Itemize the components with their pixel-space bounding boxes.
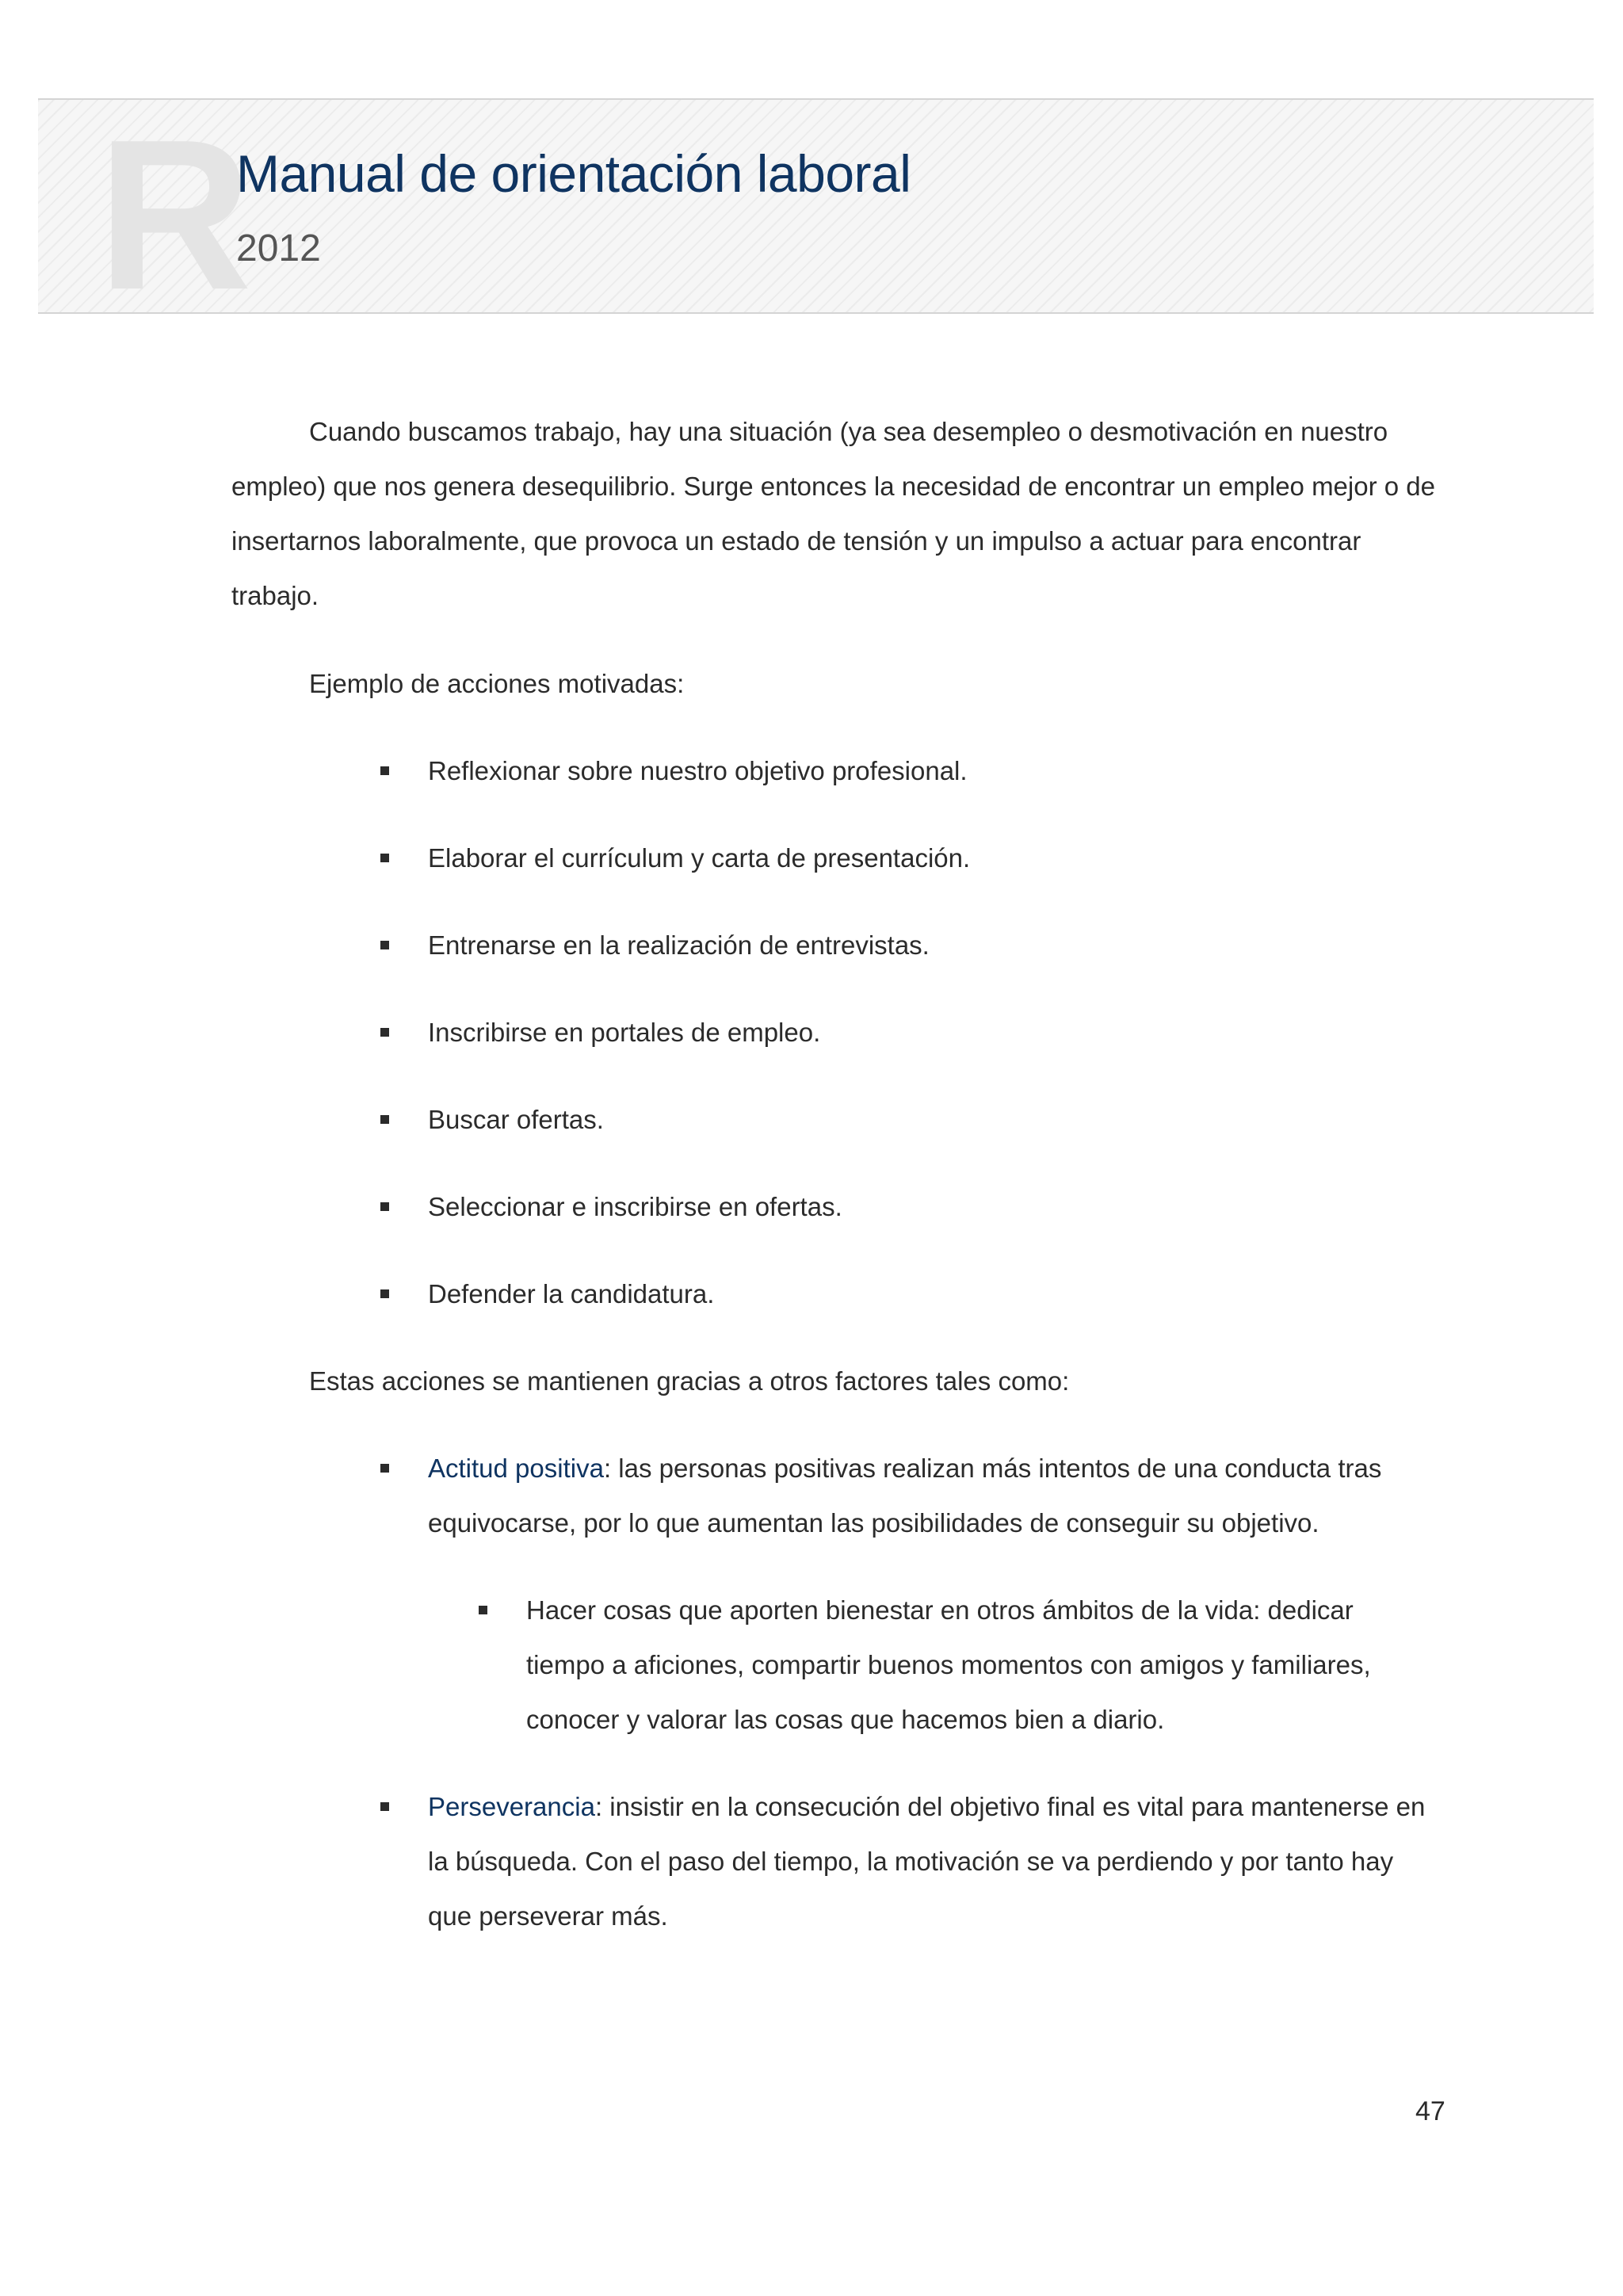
sub-list-item: [231, 1583, 1436, 1747]
document-title: Manual de orientación laboral: [236, 144, 911, 203]
bullet-square-icon: [380, 1289, 389, 1298]
factors-list-continued: [231, 1779, 1436, 1943]
page-number: 47: [1415, 2096, 1445, 2126]
examples-list: [231, 743, 1436, 1321]
list-item-text: Seleccionar e inscribirse en ofertas.: [428, 1192, 842, 1221]
list-item-text: Elaborar el currículum y carta de presentación.: [428, 843, 971, 873]
factor-text: : insistir en la consecución del objetivo final es vital para mantenerse en la búsqueda. Con el paso del tiempo, la motivación se va perdiendo y por tanto hay que perseverar más.: [428, 1792, 1426, 1931]
header-band: [38, 98, 1594, 314]
factor-sublist: [231, 1583, 1436, 1747]
list-item: [231, 918, 1436, 972]
bullet-square-icon: [380, 1115, 389, 1124]
factors-list: [231, 1441, 1436, 1550]
list-item-text: Entrenarse en la realización de entrevistas.: [428, 930, 930, 960]
factor-text: : las personas positivas realizan más intentos de una conducta tras equivocarse, por lo que aumentan las posibilidades de conseguir su objetivo.: [428, 1454, 1382, 1538]
intro-paragraph: Cuando buscamos trabajo, hay una situación (ya sea desempleo o desmotivación en nuestro empleo) que nos genera desequilibrio. Surge entonces la necesidad de encontrar un empleo mejor o de insertarnos laboralmente, que provoca un estado de tensión y un impulso a actuar para encontrar trabajo.: [231, 417, 1435, 610]
bullet-square-icon: [380, 1202, 389, 1211]
list-item: [231, 743, 1436, 798]
publisher-logo: [97, 106, 256, 312]
list-item: [231, 1179, 1436, 1234]
list-item-text: Reflexionar sobre nuestro objetivo profesional.: [428, 756, 968, 785]
factors-heading: Estas acciones se mantienen gracias a otros factores tales como:: [309, 1366, 1070, 1396]
factor-item: [231, 1441, 1436, 1550]
list-item-text: Inscribirse en portales de empleo.: [428, 1018, 821, 1047]
list-item: [231, 831, 1436, 885]
list-item: [231, 1266, 1436, 1321]
document-year: 2012: [236, 227, 321, 269]
bullet-square-icon: [479, 1606, 487, 1614]
bullet-square-icon: [380, 941, 389, 949]
bullet-square-icon: [380, 854, 389, 862]
factor-item: [231, 1779, 1436, 1943]
list-item: [231, 1005, 1436, 1060]
bullet-square-icon: [380, 1802, 389, 1811]
list-item-text: Defender la candidatura.: [428, 1279, 715, 1308]
bullet-square-icon: [380, 1464, 389, 1473]
list-item: [231, 1092, 1436, 1147]
examples-heading: Ejemplo de acciones motivadas:: [309, 669, 685, 698]
bullet-square-icon: [380, 1028, 389, 1037]
bullet-square-icon: [380, 766, 389, 775]
sub-list-item-text: Hacer cosas que aporten bienestar en otros ámbitos de la vida: dedicar tiempo a aficiones, compartir buenos momentos con amigos y familiares, conocer y valorar las cosas que hacemos bien a diario.: [526, 1595, 1371, 1734]
list-item-text: Buscar ofertas.: [428, 1105, 604, 1134]
logo-letter: R: [97, 106, 252, 312]
factor-term: Perseverancia: [428, 1792, 595, 1821]
page-content: [231, 404, 1436, 1976]
factor-term: Actitud positiva: [428, 1454, 604, 1483]
